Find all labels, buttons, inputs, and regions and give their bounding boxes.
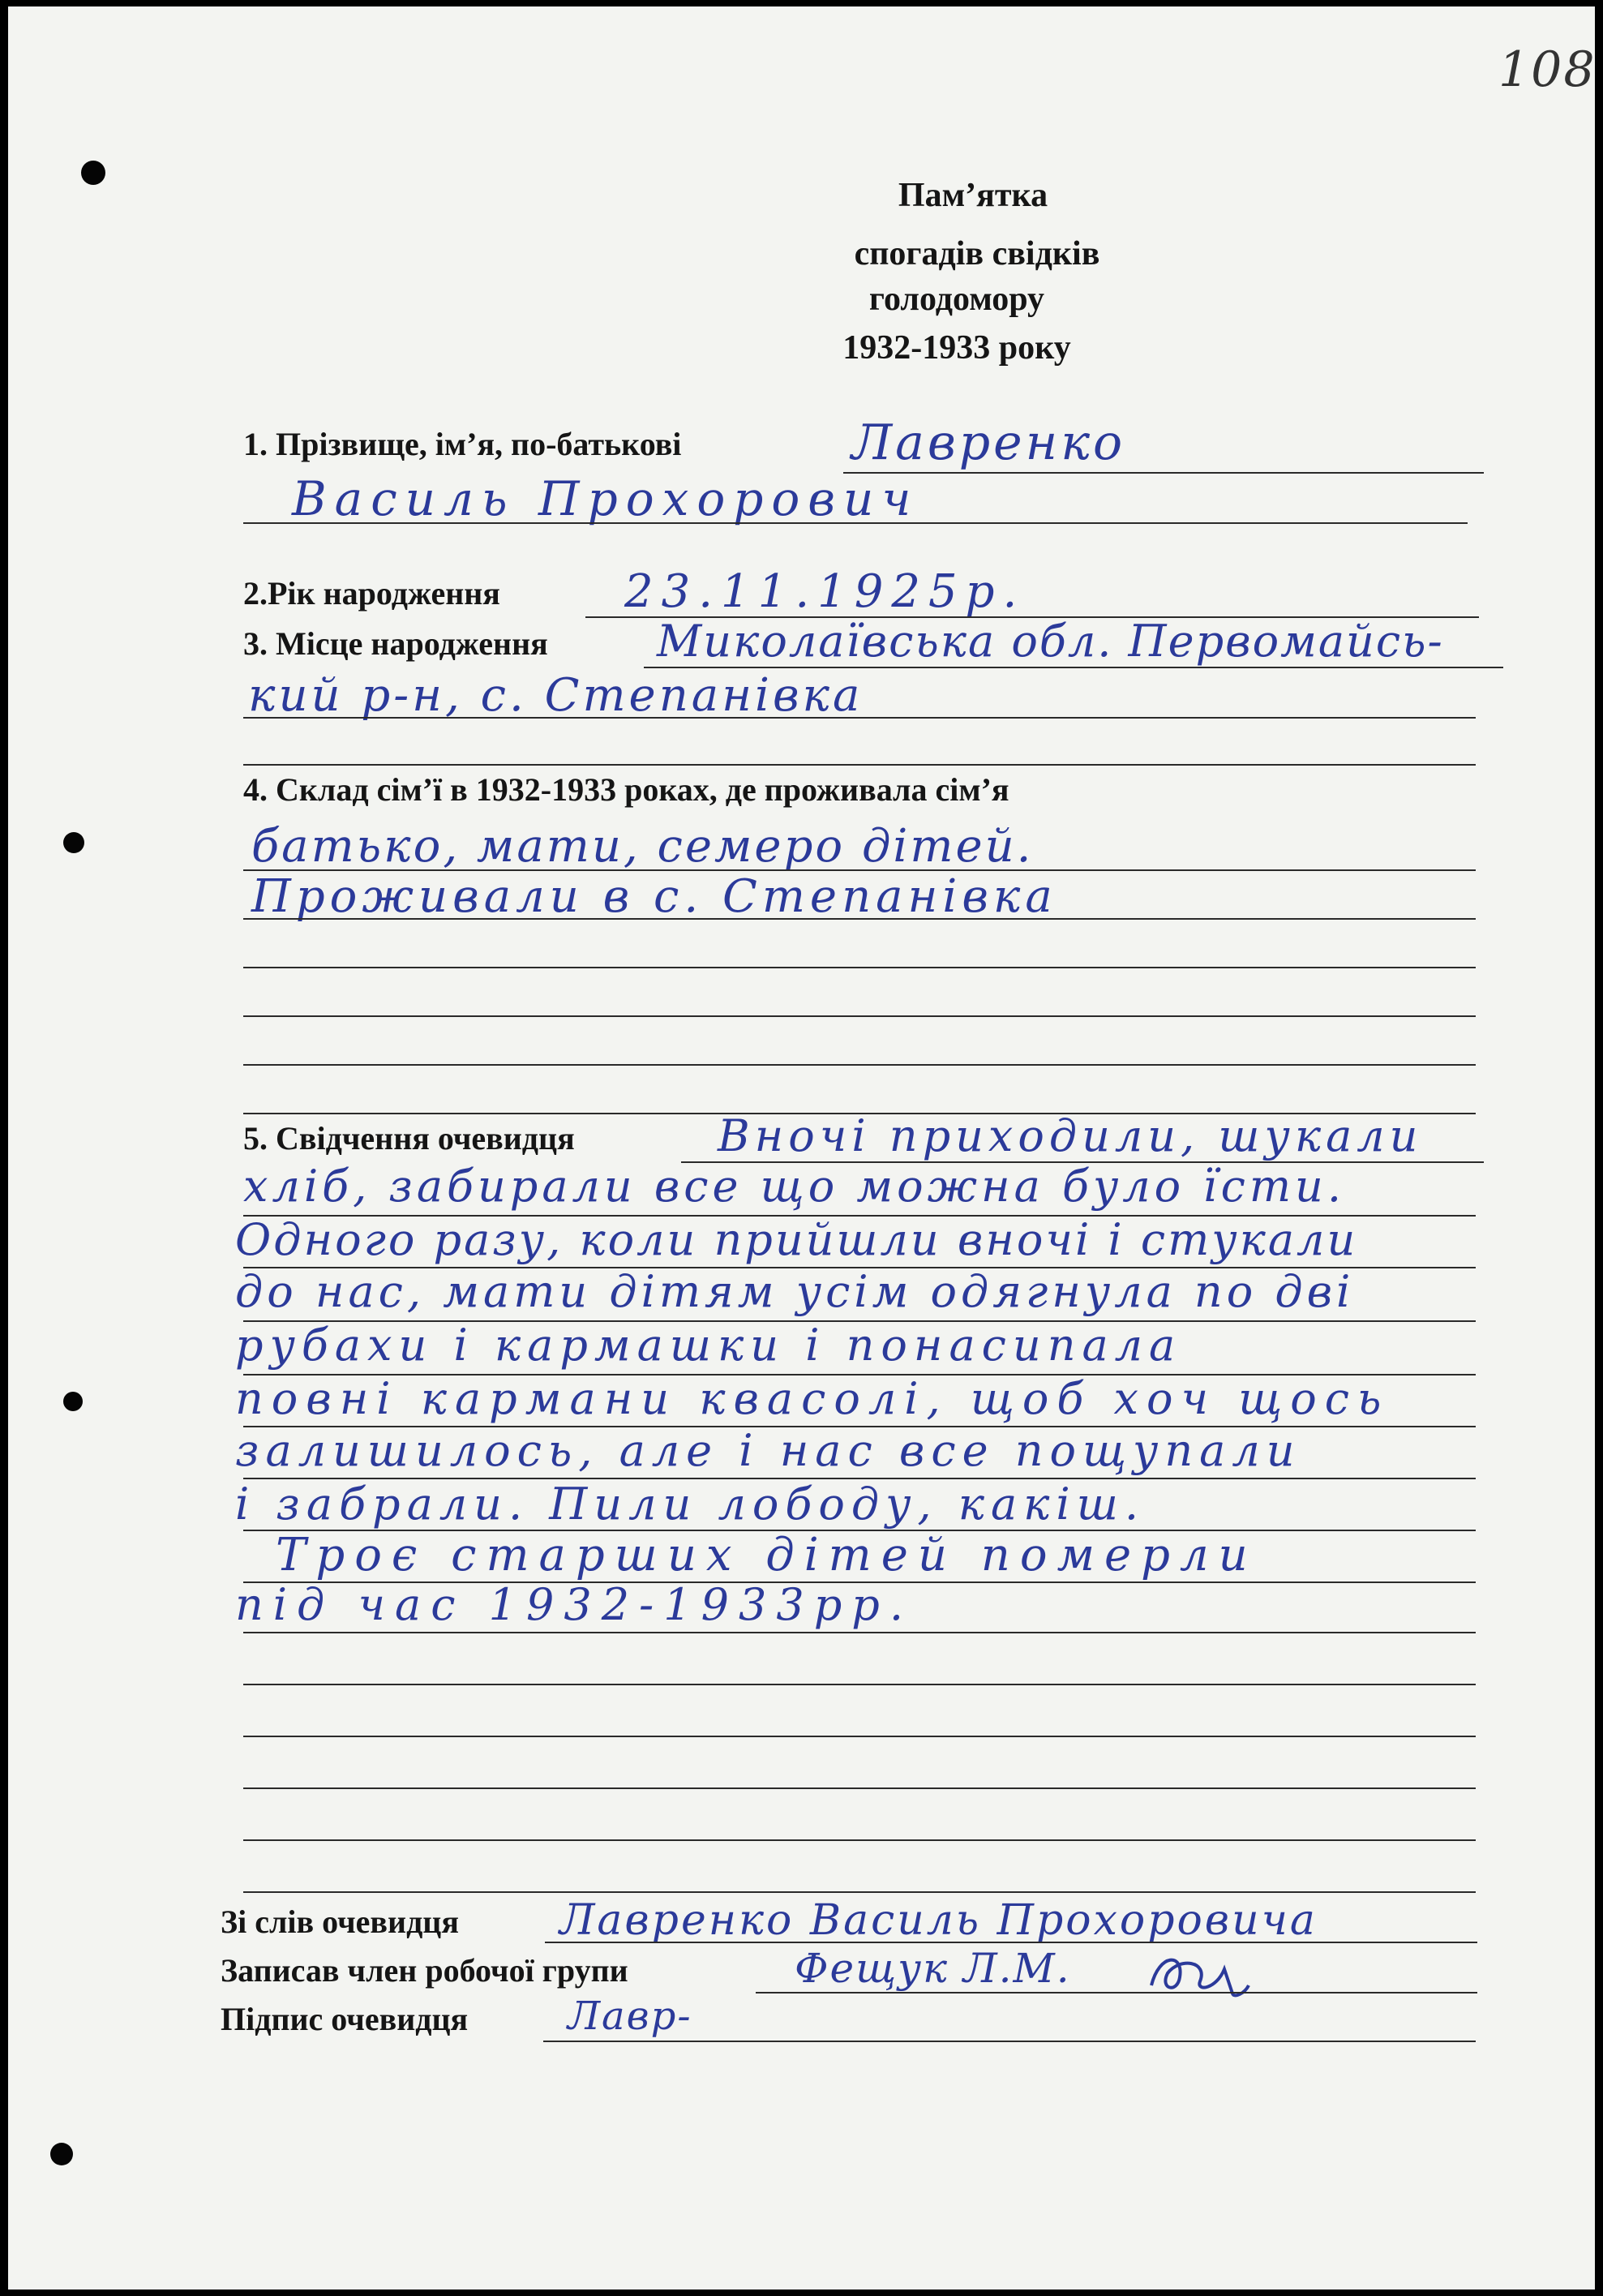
form-line bbox=[243, 1064, 1476, 1066]
page-number: 108 bbox=[1498, 41, 1597, 98]
form-line bbox=[545, 1942, 1477, 1943]
testimony-line: Вночі приходили, шукали bbox=[718, 1110, 1423, 1161]
form-line bbox=[243, 522, 1468, 524]
birth-year-value: 23.11.1925р. bbox=[624, 565, 1026, 618]
birth-place-value-2: кий р-н, с. Степанівка bbox=[248, 669, 864, 722]
title-line-2: спогадів свідків bbox=[854, 235, 1100, 273]
punch-hole bbox=[50, 2143, 73, 2165]
family-value-2: Проживали в с. Степанівка bbox=[251, 870, 1057, 923]
testimony-line: під час 1932-1933рр. bbox=[235, 1579, 914, 1630]
form-line bbox=[243, 717, 1476, 719]
testimony-line: до нас, мати дітям усім одягнула по дві bbox=[235, 1266, 1355, 1317]
testimony-label: 5. Свідчення очевидця bbox=[243, 1120, 575, 1157]
form-line bbox=[243, 1684, 1476, 1685]
title-line-3: голодомору bbox=[868, 281, 1045, 318]
form-line bbox=[243, 1891, 1476, 1893]
form-line bbox=[843, 472, 1484, 474]
form-line bbox=[644, 667, 1503, 668]
birth-year-label: 2.Рік народження bbox=[243, 575, 500, 612]
title-line-1: Пам’ятка bbox=[898, 177, 1048, 214]
recorded-label: Записав член робочої групи bbox=[221, 1952, 628, 1989]
testimony-line: залишилось, але і нас все пощупали bbox=[235, 1425, 1301, 1476]
signature-label: Підпис очевидця bbox=[221, 2001, 469, 2037]
testimony-line: Одного разу, коли прийшли вночі і стукали bbox=[235, 1214, 1358, 1265]
surname-value-1: Лавренко bbox=[851, 414, 1126, 471]
surname-value-2: Василь Прохорович bbox=[292, 471, 919, 526]
form-line bbox=[243, 1736, 1476, 1737]
form-line bbox=[243, 1015, 1476, 1017]
form-line bbox=[243, 967, 1476, 968]
testimony-line: Троє старших дітей померли bbox=[276, 1529, 1258, 1581]
form-line bbox=[243, 1787, 1476, 1789]
form-line bbox=[243, 1839, 1476, 1841]
recorded-value: Фещук Л.М. bbox=[795, 1945, 1071, 1992]
testimony-line: повні кармани квасолі, щоб хоч щось bbox=[235, 1373, 1390, 1424]
punch-hole bbox=[63, 832, 84, 853]
signature-value: Лавр- bbox=[568, 1993, 692, 2039]
testimony-line: хліб, забирали все що можна було їсти. bbox=[243, 1161, 1345, 1212]
form-line bbox=[243, 764, 1476, 766]
words-of-value: Лавренко Василь Прохоровича bbox=[559, 1896, 1318, 1945]
birth-place-label: 3. Місце народження bbox=[243, 625, 548, 662]
document-page bbox=[8, 6, 1595, 2290]
form-line bbox=[243, 918, 1476, 920]
words-of-label: Зі слів очевидця bbox=[221, 1903, 459, 1940]
title-line-4: 1932-1933 року bbox=[842, 329, 1071, 367]
birth-place-value-1: Миколаївська обл. Первомайсь- bbox=[657, 616, 1444, 667]
testimony-line: і забрали. Пили лободу, какіш. bbox=[235, 1478, 1146, 1530]
punch-hole bbox=[63, 1392, 83, 1411]
form-line bbox=[756, 1992, 1477, 1993]
testimony-line: рубахи і кармашки і понасипала bbox=[235, 1320, 1182, 1371]
form-line bbox=[543, 2041, 1476, 2042]
form-line bbox=[243, 1632, 1476, 1633]
family-value-1: батько, мати, семеро дітей. bbox=[251, 820, 1034, 873]
family-label: 4. Склад сім’ї в 1932-1933 роках, де проживала сім’я bbox=[243, 771, 1009, 808]
punch-hole bbox=[81, 161, 105, 185]
surname-label: 1. Прізвище, ім’я, по-батькові bbox=[243, 426, 682, 462]
